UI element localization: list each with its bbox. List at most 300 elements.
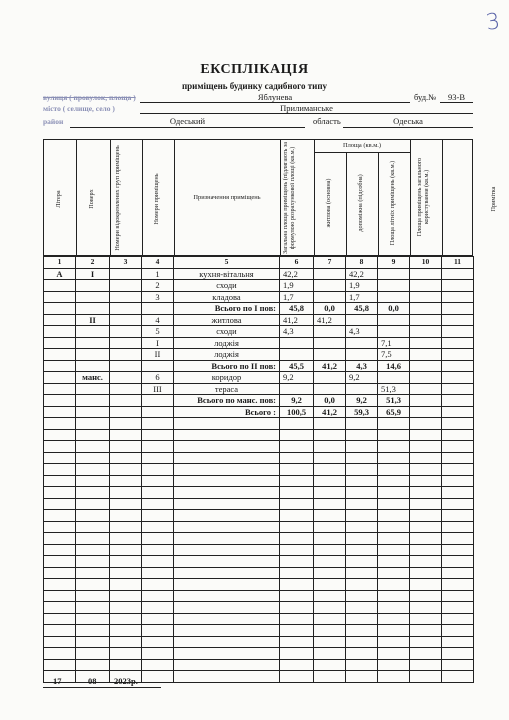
empty-cell [280, 636, 314, 648]
table-cell-10 [410, 303, 442, 315]
empty-cell [110, 625, 142, 637]
empty-cell [142, 429, 174, 441]
empty-cell [110, 556, 142, 568]
empty-cell [280, 579, 314, 591]
table-cell-4: III [142, 383, 174, 395]
empty-row [44, 521, 474, 533]
table-cell-5: сходи [174, 326, 280, 338]
empty-cell [44, 590, 76, 602]
empty-cell [174, 602, 280, 614]
empty-row [44, 452, 474, 464]
empty-cell [280, 521, 314, 533]
empty-cell [110, 567, 142, 579]
empty-cell [174, 464, 280, 476]
empty-cell [378, 418, 410, 430]
empty-cell [378, 533, 410, 545]
empty-cell [346, 521, 378, 533]
table-cell-6 [280, 337, 314, 349]
empty-cell [110, 452, 142, 464]
table-cell-8: 1,9 [346, 280, 378, 292]
empty-cell [378, 567, 410, 579]
empty-cell [76, 579, 110, 591]
empty-cell [280, 487, 314, 499]
empty-cell [346, 579, 378, 591]
empty-cell [76, 613, 110, 625]
empty-cell [346, 429, 378, 441]
table-cell-2 [76, 291, 110, 303]
empty-row [44, 590, 474, 602]
empty-cell [174, 579, 280, 591]
empty-cell [346, 464, 378, 476]
table-cell-11 [442, 406, 474, 418]
empty-cell [110, 418, 142, 430]
empty-cell [314, 590, 346, 602]
empty-cell [410, 418, 442, 430]
empty-row [44, 429, 474, 441]
col-number: 9 [378, 257, 410, 269]
empty-cell [410, 625, 442, 637]
table-row [44, 314, 474, 326]
table-cell-6: 100,5 [280, 406, 314, 418]
table-cell-9: 51,3 [378, 383, 410, 395]
empty-cell [378, 602, 410, 614]
empty-cell [110, 475, 142, 487]
empty-cell [44, 602, 76, 614]
table-cell-3 [110, 314, 142, 326]
empty-cell [174, 498, 280, 510]
table-cell-3 [110, 268, 142, 280]
table-cell-7 [314, 383, 346, 395]
empty-cell [378, 590, 410, 602]
table-cell-11 [442, 360, 474, 372]
table-cell-5: Всього по І пов: [174, 303, 280, 315]
col-number: 6 [280, 257, 314, 269]
table-row [44, 349, 474, 361]
city-label: місто ( селище, село ) [43, 104, 115, 113]
table-cell-9 [378, 280, 410, 292]
empty-cell [442, 613, 474, 625]
empty-row [44, 556, 474, 568]
table-cell-5: Всього по манс. пов: [174, 395, 280, 407]
empty-cell [314, 613, 346, 625]
empty-cell [44, 510, 76, 522]
empty-cell [76, 487, 110, 499]
table-cell-8: 9,2 [346, 395, 378, 407]
empty-cell [44, 659, 76, 671]
table-cell-11 [442, 291, 474, 303]
empty-cell [142, 418, 174, 430]
empty-row [44, 671, 474, 683]
table-cell-2 [76, 395, 110, 407]
building-label: буд.№ [414, 92, 437, 102]
header-room-numbers: Номери приміщень [153, 173, 160, 225]
table-cell-11 [442, 280, 474, 292]
empty-cell [314, 429, 346, 441]
empty-cell [76, 452, 110, 464]
empty-cell [378, 544, 410, 556]
empty-cell [410, 452, 442, 464]
empty-cell [314, 498, 346, 510]
empty-row [44, 498, 474, 510]
table-cell-11 [442, 268, 474, 280]
table-cell-5: Всього : [174, 406, 280, 418]
header-living-area: житлова (основна) [325, 178, 332, 228]
table-cell-1 [44, 337, 76, 349]
empty-cell [280, 625, 314, 637]
table-cell-1 [44, 326, 76, 338]
city-underline [140, 113, 473, 114]
empty-cell [346, 671, 378, 683]
table-cell-3 [110, 291, 142, 303]
table-cell-8 [346, 314, 378, 326]
table-cell-11 [442, 326, 474, 338]
table-cell-8: 9,2 [346, 372, 378, 384]
empty-row [44, 533, 474, 545]
empty-cell [442, 671, 474, 683]
empty-cell [174, 521, 280, 533]
table-cell-8: 4,3 [346, 360, 378, 372]
table-cell-4: 3 [142, 291, 174, 303]
empty-cell [142, 475, 174, 487]
table-cell-9 [378, 326, 410, 338]
empty-cell [314, 418, 346, 430]
col-number: 5 [174, 257, 280, 269]
empty-cell [346, 452, 378, 464]
empty-cell [346, 636, 378, 648]
empty-row [44, 464, 474, 476]
empty-cell [346, 544, 378, 556]
empty-cell [378, 429, 410, 441]
empty-cell [142, 590, 174, 602]
empty-row [44, 648, 474, 660]
oblast-value: Одеська [393, 116, 423, 126]
table-cell-4: I [142, 337, 174, 349]
empty-cell [44, 567, 76, 579]
table-cell-1 [44, 406, 76, 418]
empty-cell [142, 487, 174, 499]
empty-cell [314, 533, 346, 545]
empty-cell [142, 659, 174, 671]
empty-cell [142, 671, 174, 683]
empty-cell [314, 636, 346, 648]
table-cell-7 [314, 268, 346, 280]
empty-cell [346, 475, 378, 487]
empty-cell [378, 613, 410, 625]
empty-cell [346, 487, 378, 499]
building-value: 93-В [448, 92, 465, 102]
table-cell-11 [442, 372, 474, 384]
empty-cell [142, 498, 174, 510]
date-year: 2023р. [114, 676, 138, 686]
col-number: 4 [142, 257, 174, 269]
empty-cell [346, 659, 378, 671]
empty-cell [442, 579, 474, 591]
table-cell-8: 42,2 [346, 268, 378, 280]
table-cell-7: 0,0 [314, 303, 346, 315]
table-cell-11 [442, 383, 474, 395]
empty-cell [142, 625, 174, 637]
empty-cell [442, 659, 474, 671]
table-cell-10 [410, 337, 442, 349]
table-cell-3 [110, 395, 142, 407]
table-cell-3 [110, 326, 142, 338]
table-cell-5: кухня-вітальня [174, 268, 280, 280]
table-cell-7 [314, 326, 346, 338]
table-cell-10 [410, 383, 442, 395]
empty-cell [442, 487, 474, 499]
empty-cell [378, 556, 410, 568]
empty-cell [76, 464, 110, 476]
empty-cell [110, 533, 142, 545]
table-cell-3 [110, 280, 142, 292]
table-cell-8 [346, 383, 378, 395]
empty-cell [378, 475, 410, 487]
empty-cell [44, 648, 76, 660]
empty-cell [410, 475, 442, 487]
empty-cell [110, 441, 142, 453]
empty-cell [44, 418, 76, 430]
table-cell-1 [44, 395, 76, 407]
table-cell-5: житлова [174, 314, 280, 326]
table-cell-9 [378, 268, 410, 280]
empty-cell [378, 452, 410, 464]
table-cell-4 [142, 303, 174, 315]
table-cell-11 [442, 349, 474, 361]
total-row [44, 395, 474, 407]
empty-cell [280, 510, 314, 522]
col-number: 1 [44, 257, 76, 269]
empty-cell [280, 556, 314, 568]
document-title: ЕКСПЛІКАЦІЯ [200, 62, 309, 77]
empty-cell [174, 613, 280, 625]
table-header [43, 139, 497, 256]
empty-cell [280, 475, 314, 487]
empty-row [44, 441, 474, 453]
table-cell-10 [410, 291, 442, 303]
table-cell-9: 14,6 [378, 360, 410, 372]
header-room-purpose: Призначення приміщень [193, 194, 261, 201]
table-row [44, 372, 474, 384]
header-floor: Поверх [88, 189, 95, 209]
empty-cell [280, 464, 314, 476]
table-cell-4 [142, 395, 174, 407]
table-cell-1 [44, 360, 76, 372]
empty-row [44, 613, 474, 625]
explication-table [43, 256, 474, 683]
empty-cell [442, 441, 474, 453]
empty-cell [280, 648, 314, 660]
table-cell-6 [280, 349, 314, 361]
empty-cell [110, 590, 142, 602]
header-litera: Літера [55, 190, 62, 208]
table-cell-5: кладова [174, 291, 280, 303]
empty-cell [378, 498, 410, 510]
empty-cell [44, 487, 76, 499]
table-cell-10 [410, 406, 442, 418]
empty-cell [142, 613, 174, 625]
empty-cell [174, 625, 280, 637]
empty-cell [410, 671, 442, 683]
table-cell-7 [314, 349, 346, 361]
empty-cell [110, 613, 142, 625]
table-cell-6: 45,5 [280, 360, 314, 372]
table-row [44, 383, 474, 395]
empty-cell [76, 659, 110, 671]
table-cell-4: 4 [142, 314, 174, 326]
table-cell-9 [378, 291, 410, 303]
empty-cell [346, 498, 378, 510]
district-underline [70, 127, 305, 128]
empty-cell [442, 544, 474, 556]
empty-cell [442, 648, 474, 660]
table-cell-10 [410, 395, 442, 407]
empty-cell [410, 464, 442, 476]
empty-cell [346, 556, 378, 568]
empty-cell [280, 590, 314, 602]
street-label: вулиця ( провулок, площа ) [43, 93, 136, 102]
empty-cell [110, 498, 142, 510]
table-cell-1 [44, 372, 76, 384]
header-area-group: Площа (кв.м.) [343, 142, 381, 149]
empty-cell [110, 659, 142, 671]
table-cell-4: II [142, 349, 174, 361]
empty-cell [44, 556, 76, 568]
empty-cell [410, 498, 442, 510]
empty-cell [410, 648, 442, 660]
empty-cell [346, 441, 378, 453]
empty-cell [280, 533, 314, 545]
empty-cell [110, 487, 142, 499]
empty-cell [410, 429, 442, 441]
empty-cell [314, 487, 346, 499]
empty-cell [378, 659, 410, 671]
empty-cell [76, 533, 110, 545]
date-underline [43, 687, 161, 688]
empty-cell [280, 418, 314, 430]
table-cell-3 [110, 406, 142, 418]
empty-cell [142, 636, 174, 648]
table-cell-1 [44, 383, 76, 395]
street-value: Яблунева [257, 92, 293, 102]
empty-cell [174, 556, 280, 568]
empty-row [44, 659, 474, 671]
empty-row [44, 487, 474, 499]
table-cell-8: 59,3 [346, 406, 378, 418]
total-row [44, 360, 474, 372]
empty-cell [314, 510, 346, 522]
empty-cell [174, 544, 280, 556]
empty-row [44, 567, 474, 579]
table-cell-2 [76, 337, 110, 349]
empty-cell [314, 659, 346, 671]
empty-cell [410, 636, 442, 648]
empty-cell [442, 498, 474, 510]
empty-cell [378, 521, 410, 533]
page-number: 3 [484, 9, 502, 36]
empty-row [44, 475, 474, 487]
empty-cell [110, 510, 142, 522]
table-cell-9: 65,9 [378, 406, 410, 418]
empty-cell [280, 567, 314, 579]
empty-cell [410, 533, 442, 545]
empty-cell [76, 556, 110, 568]
empty-cell [142, 602, 174, 614]
table-row [44, 337, 474, 349]
empty-cell [110, 464, 142, 476]
empty-cell [142, 579, 174, 591]
table-cell-4 [142, 406, 174, 418]
empty-cell [110, 521, 142, 533]
empty-cell [314, 579, 346, 591]
empty-cell [410, 579, 442, 591]
table-cell-9: 7,1 [378, 337, 410, 349]
column-number-row [44, 257, 474, 269]
table-cell-9 [378, 372, 410, 384]
empty-cell [442, 590, 474, 602]
empty-cell [442, 464, 474, 476]
empty-cell [378, 648, 410, 660]
empty-cell [410, 602, 442, 614]
empty-cell [346, 590, 378, 602]
table-cell-10 [410, 372, 442, 384]
header-total-area: Загальна площа приміщень (підлягають за формулою розрахункової площі (кв.м.) [282, 141, 296, 255]
empty-cell [346, 533, 378, 545]
empty-row [44, 544, 474, 556]
empty-cell [76, 441, 110, 453]
table-cell-4: 2 [142, 280, 174, 292]
empty-cell [280, 441, 314, 453]
empty-cell [44, 441, 76, 453]
table-cell-6: 1,7 [280, 291, 314, 303]
empty-cell [378, 510, 410, 522]
empty-cell [142, 648, 174, 660]
empty-cell [110, 602, 142, 614]
empty-cell [410, 613, 442, 625]
empty-row [44, 625, 474, 637]
empty-cell [142, 521, 174, 533]
table-cell-3 [110, 383, 142, 395]
table-cell-4 [142, 360, 174, 372]
empty-cell [110, 636, 142, 648]
table-cell-6: 42,2 [280, 268, 314, 280]
col-number: 2 [76, 257, 110, 269]
empty-cell [378, 487, 410, 499]
empty-cell [442, 533, 474, 545]
table-cell-9: 0,0 [378, 303, 410, 315]
table-cell-2: II [76, 314, 110, 326]
empty-cell [314, 648, 346, 660]
table-row [44, 291, 474, 303]
header-auxiliary-area: допоміжна (підсобна) [357, 174, 364, 232]
empty-cell [174, 429, 280, 441]
table-cell-4: 5 [142, 326, 174, 338]
empty-cell [314, 625, 346, 637]
table-row [44, 280, 474, 292]
table-cell-1 [44, 303, 76, 315]
empty-cell [76, 636, 110, 648]
table-cell-2 [76, 360, 110, 372]
table-cell-6 [280, 383, 314, 395]
empty-cell [442, 602, 474, 614]
table-cell-2: манс. [76, 372, 110, 384]
table-cell-5: лоджія [174, 337, 280, 349]
table-cell-11 [442, 303, 474, 315]
empty-cell [44, 475, 76, 487]
table-cell-5: лоджія [174, 349, 280, 361]
oblast-label: область [313, 116, 341, 126]
table-cell-2: I [76, 268, 110, 280]
table-cell-5: коридор [174, 372, 280, 384]
